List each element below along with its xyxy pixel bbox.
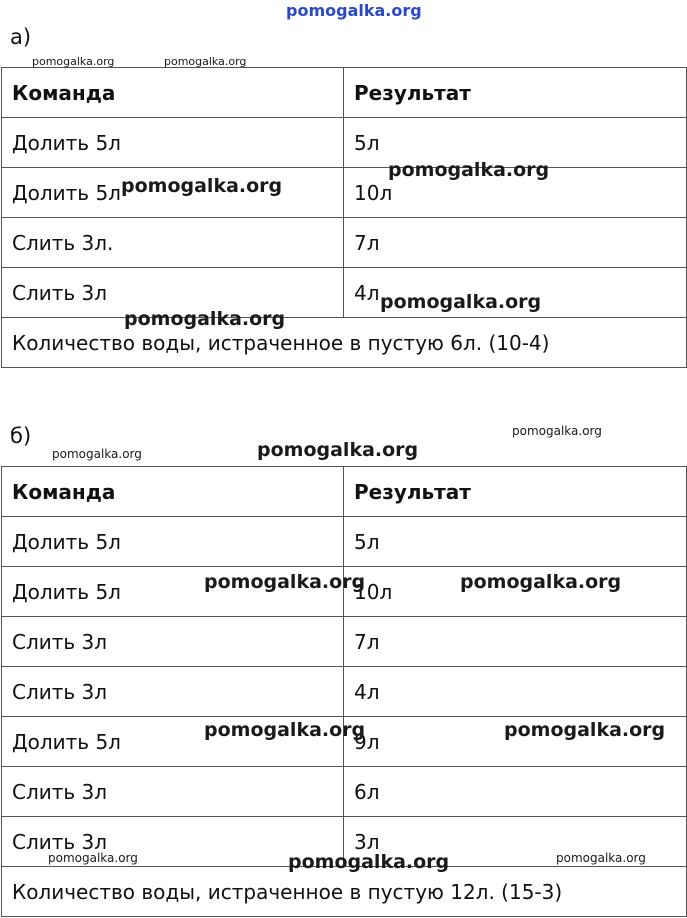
watermark-a-3: pomogalka.org <box>121 175 283 197</box>
watermark-a-1: pomogalka.org <box>32 55 115 68</box>
commands-table-b <box>1 466 687 917</box>
table-row <box>2 517 687 567</box>
watermark-b-9: pomogalka.org <box>288 851 450 873</box>
watermark-a-2: pomogalka.org <box>164 55 247 68</box>
command-cell: Долить 5л <box>2 717 344 767</box>
watermark-a-4: pomogalka.org <box>388 159 550 181</box>
table-row <box>2 268 687 318</box>
result-cell: 7л <box>344 218 687 268</box>
table-a-summary-row <box>2 318 687 368</box>
section-b-label: б) <box>10 424 32 448</box>
watermark-a-6: pomogalka.org <box>124 308 286 330</box>
watermark-b-8: pomogalka.org <box>48 851 138 865</box>
commands-table-a <box>1 67 687 368</box>
result-cell: 6л <box>344 767 687 817</box>
command-cell: Слить 3л <box>2 767 344 817</box>
result-cell: 9л <box>344 717 687 767</box>
command-cell: Слить 3л <box>2 268 344 318</box>
result-cell: 4л <box>344 667 687 717</box>
table-row <box>2 767 687 817</box>
table-b-summary-row <box>2 867 687 917</box>
table-b-header-row <box>2 467 687 517</box>
watermark-b-1: pomogalka.org <box>512 424 602 438</box>
command-cell: Слить 3л. <box>2 218 344 268</box>
result-cell: 3л <box>344 817 687 867</box>
table-b-header-command: Команда <box>2 467 344 517</box>
result-cell: 10л <box>344 168 687 218</box>
table-a-header-result: Результат <box>344 68 687 118</box>
table-row <box>2 218 687 268</box>
table-row <box>2 667 687 717</box>
result-cell: 10л <box>344 567 687 617</box>
section-a-label: а) <box>10 25 32 49</box>
table-a-header-row <box>2 68 687 118</box>
command-cell: Долить 5л <box>2 118 344 168</box>
table-b-header-result: Результат <box>344 467 687 517</box>
watermark-b-3: pomogalka.org <box>257 439 419 461</box>
table-a-header-command: Команда <box>2 68 344 118</box>
summary-cell: Количество воды, истраченное в пустую 6л. (10-4) <box>2 318 687 368</box>
command-cell: Слить 3л <box>2 817 344 867</box>
watermark-b-4: pomogalka.org <box>204 571 366 593</box>
table-row <box>2 617 687 667</box>
command-cell: Долить 5л <box>2 168 344 218</box>
watermark-a-5: pomogalka.org <box>380 291 542 313</box>
watermark-b-2: pomogalka.org <box>52 447 142 461</box>
result-cell: 4л <box>344 268 687 318</box>
watermark-b-7: pomogalka.org <box>504 719 666 741</box>
watermark-b-10: pomogalka.org <box>556 851 646 865</box>
command-cell: Долить 5л <box>2 567 344 617</box>
watermark-top[interactable]: pomogalka.org <box>286 1 422 20</box>
watermark-b-5: pomogalka.org <box>460 571 622 593</box>
watermark-b-6: pomogalka.org <box>204 719 366 741</box>
result-cell: 5л <box>344 517 687 567</box>
command-cell: Слить 3л <box>2 617 344 667</box>
result-cell: 7л <box>344 617 687 667</box>
table-row <box>2 118 687 168</box>
command-cell: Слить 3л <box>2 667 344 717</box>
result-cell: 5л <box>344 118 687 168</box>
table-row <box>2 168 687 218</box>
command-cell: Долить 5л <box>2 517 344 567</box>
summary-cell: Количество воды, истраченное в пустую 12л. (15-3) <box>2 867 687 917</box>
